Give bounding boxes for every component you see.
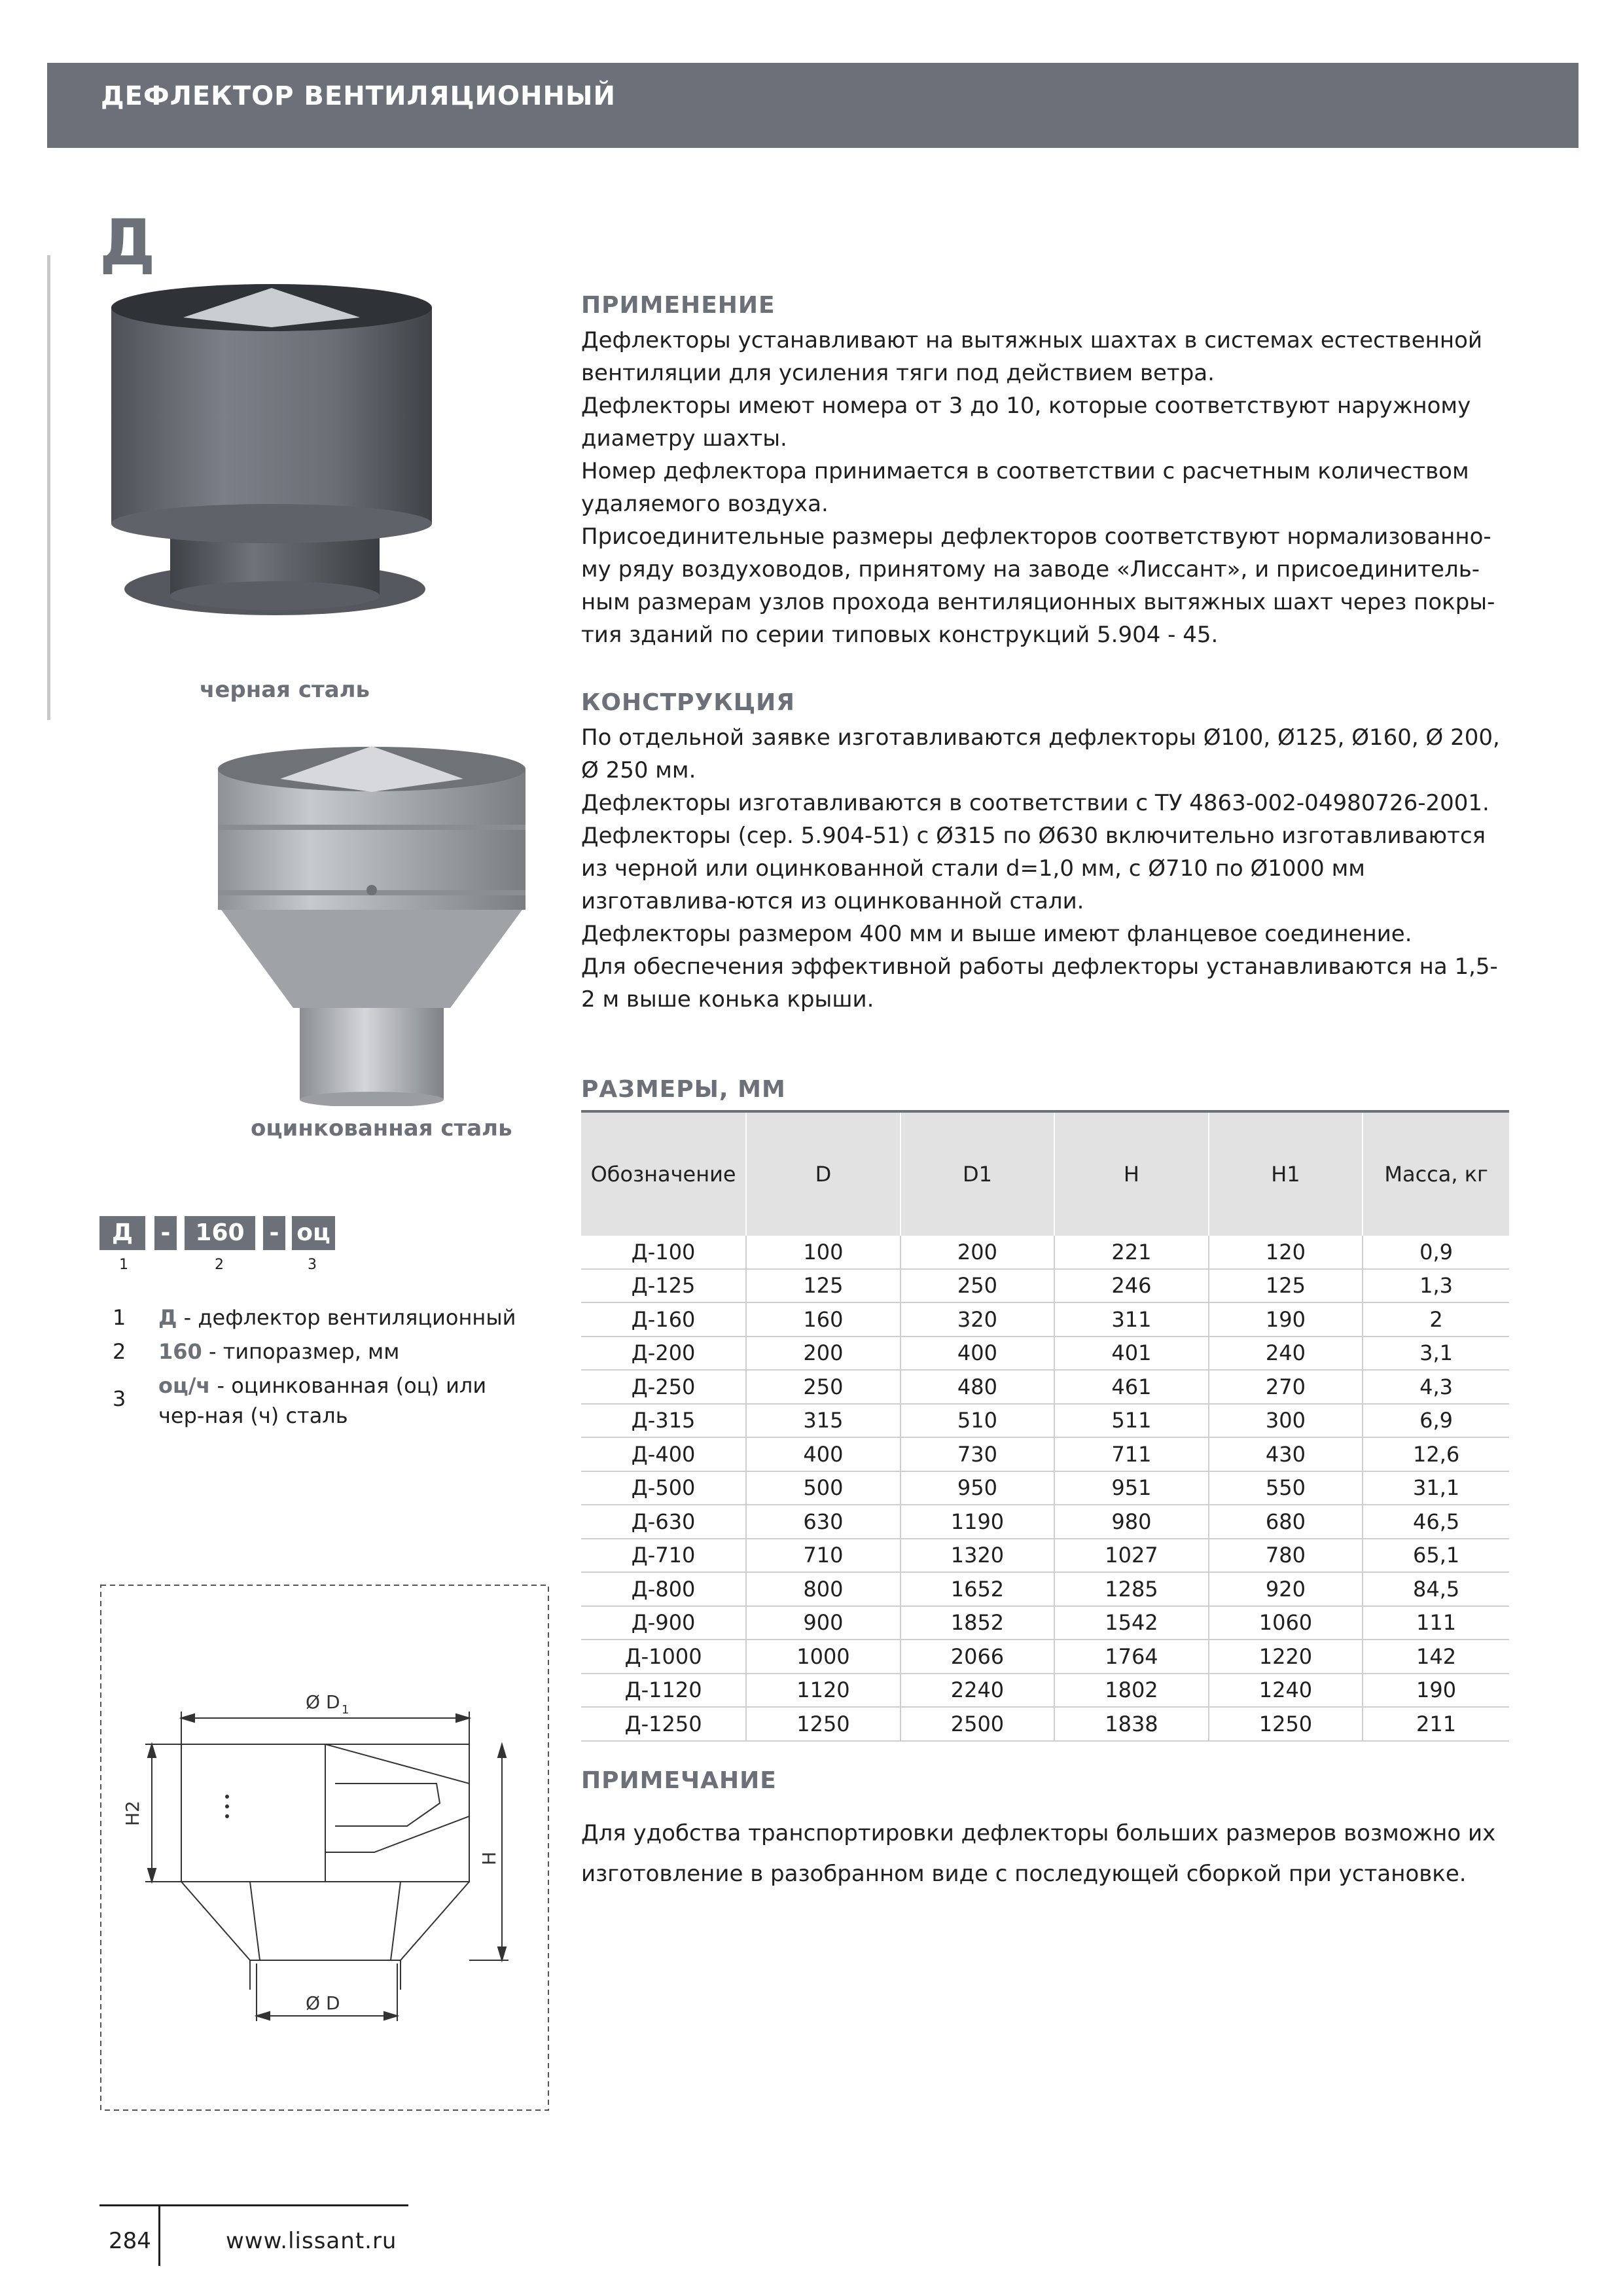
- table-cell-designation: Д-1120: [581, 1674, 746, 1708]
- designation-part-material: оц: [292, 1216, 335, 1250]
- table-cell-designation: Д-200: [581, 1336, 746, 1371]
- col-header-mass: Масса, кг: [1363, 1113, 1509, 1236]
- table-cell: 221: [1054, 1236, 1209, 1269]
- note-text: Для удобства транспортировки дефлекторы больших размеров возможно их изготовление в разобранном виде с последующей сборкой при установке.: [581, 1820, 1496, 1887]
- table-row: [581, 1236, 1509, 1269]
- table-cell: 160: [746, 1302, 901, 1336]
- paragraph: Дефлекторы изготавливаются в соответствии с ТУ 4863-002-04980726-2001.: [581, 790, 1489, 816]
- table-cell: 1000: [746, 1640, 901, 1674]
- table-cell: 800: [746, 1572, 901, 1606]
- table-cell: 1764: [1054, 1640, 1209, 1674]
- designation-index: 2: [215, 1257, 224, 1273]
- table-cell: 1,3: [1363, 1269, 1509, 1303]
- table-cell: 1027: [1054, 1539, 1209, 1573]
- table-row: [581, 1572, 1509, 1606]
- table-cell: 1060: [1209, 1606, 1363, 1640]
- legend-item: [158, 1371, 525, 1431]
- col-header-designation: Обозначение: [581, 1113, 746, 1236]
- table-cell: 246: [1054, 1269, 1209, 1303]
- table-cell: 2240: [901, 1674, 1055, 1708]
- table-cell: 1852: [901, 1606, 1055, 1640]
- table-cell: 2: [1363, 1302, 1509, 1336]
- designation-dash: -: [263, 1216, 285, 1250]
- designation-index: 3: [308, 1257, 317, 1273]
- galvanized-caption: оцинкованная сталь: [251, 1115, 512, 1141]
- table-row: [581, 1370, 1509, 1404]
- page-header: [47, 63, 1578, 148]
- table-cell-designation: Д-800: [581, 1572, 746, 1606]
- table-cell: 12,6: [1363, 1437, 1509, 1471]
- table-cell: 710: [746, 1539, 901, 1573]
- table-cell-designation: Д-1250: [581, 1707, 746, 1741]
- table-row: [581, 1302, 1509, 1336]
- designation-part-size: 160: [185, 1216, 255, 1250]
- sizes-heading: РАЗМЕРЫ, ММ: [581, 1076, 786, 1103]
- table-row: [581, 1505, 1509, 1539]
- table-cell: 240: [1209, 1336, 1363, 1371]
- legend-code: Д: [158, 1305, 177, 1330]
- table-cell: 1190: [901, 1505, 1055, 1539]
- legend-item: [158, 1336, 525, 1367]
- legend-text: - оцинкованная (оц) или чер-ная (ч) сталь: [158, 1373, 487, 1428]
- table-cell: 951: [1054, 1471, 1209, 1505]
- table-cell: 120: [1209, 1236, 1363, 1269]
- table-cell: 0,9: [1363, 1236, 1509, 1269]
- drawing-label-d1: Ø D: [306, 1691, 340, 1713]
- table-cell: 84,5: [1363, 1572, 1509, 1606]
- application-text: [581, 324, 1510, 651]
- galvanized-deflector-photo: [208, 740, 535, 1106]
- table-cell: 4,3: [1363, 1370, 1509, 1404]
- drawing-label-h: H: [478, 1851, 500, 1865]
- table-cell-designation: Д-250: [581, 1370, 746, 1404]
- table-cell: 250: [901, 1269, 1055, 1303]
- table-cell-designation: Д-315: [581, 1404, 746, 1438]
- table-cell: 430: [1209, 1437, 1363, 1471]
- table-cell: 125: [746, 1269, 901, 1303]
- table-cell: 630: [746, 1505, 901, 1539]
- table-cell: 920: [1209, 1572, 1363, 1606]
- paragraph: По отдельной заявке изготавливаются дефлекторы Ø100, Ø125, Ø160, Ø 200, Ø 250 мм.: [581, 725, 1500, 783]
- table-cell: 211: [1363, 1707, 1509, 1741]
- table-cell: 401: [1054, 1336, 1209, 1371]
- table-cell: 400: [901, 1336, 1055, 1371]
- dimension-drawing: [99, 1584, 550, 2111]
- paragraph: Присоединительные размеры дефлекторов соответствуют нормализованно-му ряду воздуховодов, принятому на заводе «Лиссант», и присоединитель-ным размерам узлов прохода вентиляционных вытяжных шахт через покры-тия зданий по серии типовых конструкций 5.904 - 45.: [581, 524, 1495, 648]
- construction-heading: КОНСТРУКЦИЯ: [581, 689, 795, 716]
- table-cell: 1240: [1209, 1674, 1363, 1708]
- note-heading: ПРИМЕЧАНИЕ: [581, 1767, 777, 1794]
- table-cell: 511: [1054, 1404, 1209, 1438]
- table-cell: 311: [1054, 1302, 1209, 1336]
- page-number: 284: [109, 2228, 151, 2254]
- table-cell-designation: Д-1000: [581, 1640, 746, 1674]
- col-header-d: D: [746, 1113, 901, 1236]
- designation-part-type: Д: [99, 1216, 145, 1250]
- legend-number: 1: [113, 1305, 126, 1330]
- table-cell: 711: [1054, 1437, 1209, 1471]
- table-cell-designation: Д-900: [581, 1606, 746, 1640]
- table-cell: 6,9: [1363, 1404, 1509, 1438]
- table-cell: 142: [1363, 1640, 1509, 1674]
- drawing-label-d1-sub: 1: [342, 1703, 349, 1717]
- paragraph: Для обеспечения эффективной работы дефлекторы устанавливаются на 1,5-2 м выше конька крыши.: [581, 954, 1498, 1013]
- construction-text: [581, 721, 1510, 1016]
- table-cell: 320: [901, 1302, 1055, 1336]
- legend-text: - дефлектор вентиляционный: [177, 1305, 516, 1330]
- legend-item: [158, 1302, 525, 1333]
- designation-dash: -: [154, 1216, 177, 1250]
- black-steel-deflector-photo: [105, 281, 445, 674]
- table-cell: 2066: [901, 1640, 1055, 1674]
- footer-separator: [158, 2204, 160, 2266]
- table-cell: 950: [901, 1471, 1055, 1505]
- dimensions-table: [581, 1113, 1509, 1742]
- table-cell-designation: Д-710: [581, 1539, 746, 1573]
- table-cell: 500: [746, 1471, 901, 1505]
- table-header-row: [581, 1113, 1509, 1236]
- legend-number: 3: [113, 1386, 126, 1411]
- legend-text: - типоразмер, мм: [202, 1339, 400, 1364]
- paragraph: Дефлекторы (сер. 5.904-51) с Ø315 по Ø630 включительно изготавливаются из черной или оцинкованной стали d=1,0 мм, с Ø710 по Ø1000 мм изготавлива-ются из оцинкованной стали.: [581, 823, 1486, 914]
- black-steel-caption: черная сталь: [200, 677, 370, 703]
- table-row: [581, 1539, 1509, 1573]
- table-cell: 1320: [901, 1539, 1055, 1573]
- table-cell: 550: [1209, 1471, 1363, 1505]
- table-cell: 1285: [1054, 1572, 1209, 1606]
- table-cell: 510: [901, 1404, 1055, 1438]
- table-cell-designation: Д-500: [581, 1471, 746, 1505]
- table-cell: 900: [746, 1606, 901, 1640]
- table-cell-designation: Д-630: [581, 1505, 746, 1539]
- col-header-h1: H1: [1209, 1113, 1363, 1236]
- drawing-label-h2: H2: [122, 1801, 143, 1826]
- col-header-h: H: [1054, 1113, 1209, 1236]
- table-cell: 1652: [901, 1572, 1055, 1606]
- table-cell: 100: [746, 1236, 901, 1269]
- table-cell-designation: Д-400: [581, 1437, 746, 1471]
- table-row: [581, 1707, 1509, 1741]
- table-cell: 780: [1209, 1539, 1363, 1573]
- table-row: [581, 1437, 1509, 1471]
- table-cell: 1542: [1054, 1606, 1209, 1640]
- header-title: ДЕФЛЕКТОР ВЕНТИЛЯЦИОННЫЙ: [101, 81, 616, 111]
- legend-code: 160: [158, 1339, 202, 1364]
- table-row: [581, 1336, 1509, 1371]
- designation-index: 1: [119, 1257, 128, 1273]
- table-cell: 1250: [746, 1707, 901, 1741]
- table-cell: 730: [901, 1437, 1055, 1471]
- table-cell: 190: [1209, 1302, 1363, 1336]
- table-cell: 111: [1363, 1606, 1509, 1640]
- table-cell: 270: [1209, 1370, 1363, 1404]
- table-cell: 1838: [1054, 1707, 1209, 1741]
- table-cell-designation: Д-100: [581, 1236, 746, 1269]
- table-cell: 461: [1054, 1370, 1209, 1404]
- table-row: [581, 1269, 1509, 1303]
- table-cell: 315: [746, 1404, 901, 1438]
- table-cell: 1120: [746, 1674, 901, 1708]
- application-heading: ПРИМЕНЕНИЕ: [581, 292, 776, 319]
- legend-number: 2: [113, 1339, 126, 1364]
- table-cell: 300: [1209, 1404, 1363, 1438]
- footer-website: www.lissant.ru: [226, 2228, 397, 2254]
- table-cell: 46,5: [1363, 1505, 1509, 1539]
- col-header-d1: D1: [901, 1113, 1055, 1236]
- table-cell: 65,1: [1363, 1539, 1509, 1573]
- table-cell: 31,1: [1363, 1471, 1509, 1505]
- table-cell: 200: [746, 1336, 901, 1371]
- table-cell-designation: Д-125: [581, 1269, 746, 1303]
- table-cell: 1250: [1209, 1707, 1363, 1741]
- side-rule: [47, 255, 50, 720]
- table-cell: 2500: [901, 1707, 1055, 1741]
- paragraph: Номер дефлектора принимается в соответствии с расчетным количеством удаляемого воздуха.: [581, 458, 1469, 517]
- table-cell: 980: [1054, 1505, 1209, 1539]
- drawing-label-d: Ø D: [306, 1992, 340, 2014]
- product-code-letter: Д: [99, 206, 156, 279]
- table-cell: 480: [901, 1370, 1055, 1404]
- table-cell: 190: [1363, 1674, 1509, 1708]
- paragraph: Дефлекторы устанавливают на вытяжных шахтах в системах естественной вентиляции для усиления тяги под действием ветра.: [581, 327, 1482, 386]
- paragraph: Дефлекторы имеют номера от 3 до 10, которые соответствуют наружному диаметру шахты.: [581, 393, 1471, 452]
- paragraph: Дефлекторы размером 400 мм и выше имеют фланцевое соединение.: [581, 921, 1412, 947]
- legend-code: оц/ч: [158, 1373, 211, 1398]
- table-cell: 250: [746, 1370, 901, 1404]
- table-cell: 200: [901, 1236, 1055, 1269]
- table-cell: 1802: [1054, 1674, 1209, 1708]
- table-cell: 125: [1209, 1269, 1363, 1303]
- table-cell: 1220: [1209, 1640, 1363, 1674]
- table-cell: 400: [746, 1437, 901, 1471]
- table-row: [581, 1674, 1509, 1708]
- table-row: [581, 1606, 1509, 1640]
- table-cell-designation: Д-160: [581, 1302, 746, 1336]
- table-cell: 680: [1209, 1505, 1363, 1539]
- table-row: [581, 1640, 1509, 1674]
- table-row: [581, 1404, 1509, 1438]
- table-row: [581, 1471, 1509, 1505]
- table-cell: 3,1: [1363, 1336, 1509, 1371]
